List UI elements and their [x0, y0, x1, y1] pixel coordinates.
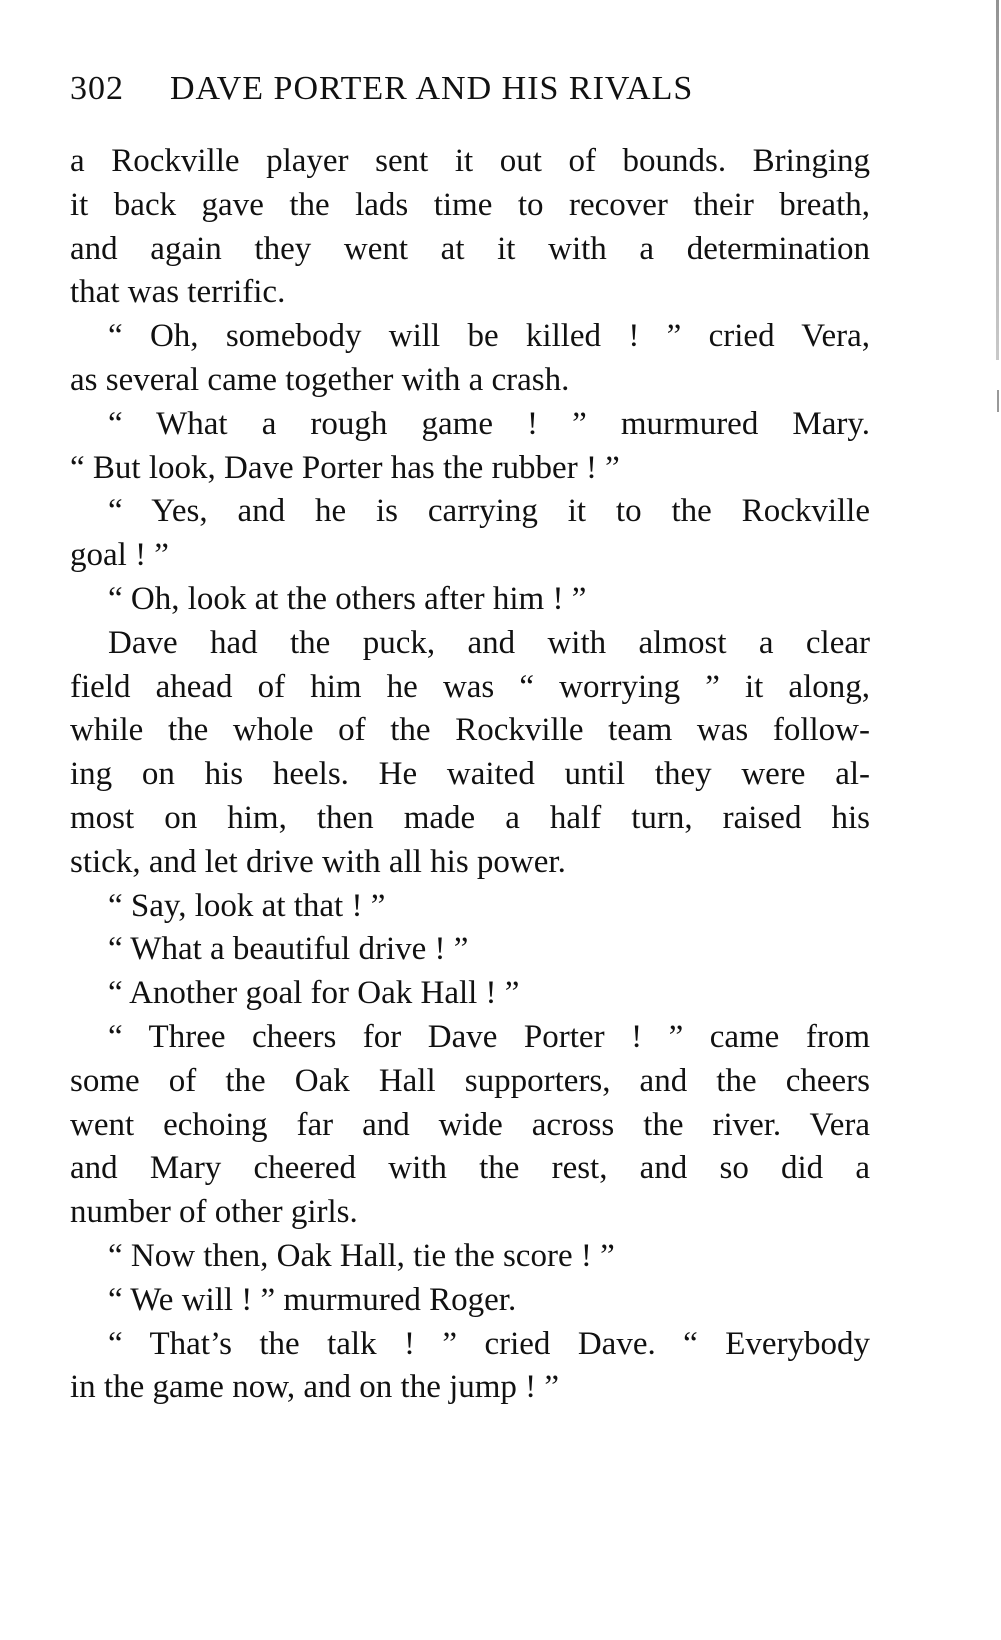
text-line: ing on his heels. He waited until they were al- [70, 756, 870, 793]
text-line: and Mary cheered with the rest, and so did a [70, 1150, 870, 1187]
text-line: “ Another goal for Oak Hall ! ” [108, 975, 520, 1012]
text-line: “ That’s the talk ! ” cried Dave. “ Everybody [108, 1325, 870, 1362]
text-line: number of other girls. [70, 1194, 358, 1231]
text-line: it back gave the lads time to recover their breath, [70, 186, 870, 223]
text-line: stick, and let drive with all his power. [70, 843, 566, 880]
text-line: “ What a beautiful drive ! ” [108, 931, 469, 968]
text-line: “ Oh, somebody will be killed ! ” cried Vera, [108, 318, 870, 355]
text-line: went echoing far and wide across the river. Vera [70, 1106, 870, 1143]
text-line: “ Say, look at that ! ” [108, 887, 386, 924]
page-header [70, 70, 870, 120]
running-title: DAVE PORTER AND HIS RIVALS [170, 70, 694, 107]
text-line: “ What a rough game ! ” murmured Mary. [108, 405, 870, 442]
text-line: as several came together with a crash. [70, 361, 570, 398]
text-line: and again they went at it with a determination [70, 230, 870, 267]
text-line: Dave had the puck, and with almost a clear [108, 624, 870, 661]
text-line: in the game now, and on the jump ! ” [70, 1369, 560, 1406]
text-line: “ Now then, Oak Hall, tie the score ! ” [108, 1237, 615, 1274]
page-number: 302 [70, 70, 124, 107]
text-line: “ We will ! ” murmured Roger. [108, 1281, 517, 1318]
page-edge-mark [997, 390, 999, 412]
text-line: a Rockville player sent it out of bounds. Bringing [70, 143, 870, 179]
text-line: most on him, then made a half turn, raised his [70, 799, 870, 836]
text-line: field ahead of him he was “ worrying ” it along, [70, 668, 870, 705]
text-line: that was terrific. [70, 274, 286, 311]
text-line: “ Yes, and he is carrying it to the Rockville [108, 493, 870, 530]
body-text [70, 140, 870, 1410]
text-line: goal ! ” [70, 537, 169, 574]
page-edge-shadow [996, 0, 999, 360]
text-line: “ Oh, look at the others after him ! ” [108, 580, 587, 617]
text-line: while the whole of the Rockville team was follow- [70, 712, 870, 749]
text-line: “ Three cheers for Dave Porter ! ” came from [108, 1018, 870, 1055]
text-line: some of the Oak Hall supporters, and the cheers [70, 1062, 870, 1099]
text-line: “ But look, Dave Porter has the rubber ! ” [70, 449, 620, 486]
